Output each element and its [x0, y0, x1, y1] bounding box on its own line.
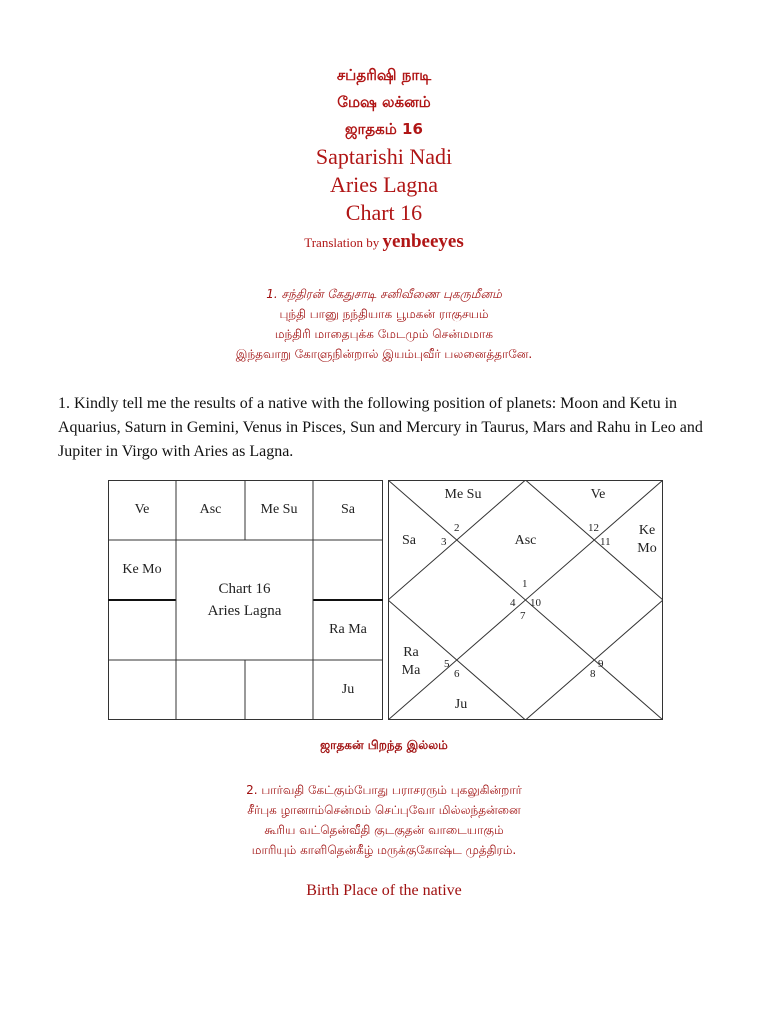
- title-2: Aries Lagna: [329, 172, 439, 197]
- verse-line: கூரிய வட்தென்வீதி குடகுதன் வாடையாகும்: [264, 823, 504, 837]
- verse-line: மந்திரி மாதைபுக்க மேடமும் சென்மமாக: [274, 327, 494, 341]
- cell-pisces: Ve: [134, 502, 150, 517]
- house-number: 3: [441, 536, 447, 548]
- house-number: 6: [454, 668, 460, 680]
- house-number: 12: [588, 522, 599, 534]
- cell-sagittarius: [108, 660, 176, 720]
- verse-line: புந்தி பானு நந்தியாக பூமகன் ராகுசயம்: [279, 307, 489, 321]
- cell-gemini: Sa: [341, 502, 355, 517]
- cell-aries: Asc: [199, 502, 222, 517]
- tamil-title-2: மேஷ லக்னம்: [337, 93, 431, 111]
- verse-1: [0, 284, 768, 364]
- tamil-title-1: சப்தரிஷி நாடி: [336, 66, 432, 84]
- north-bottom-left-planets: Ju: [454, 697, 468, 712]
- title-3: Chart 16: [345, 200, 423, 225]
- north-indian-chart: [388, 480, 663, 720]
- title-1: Saptarishi Nadi: [315, 144, 453, 169]
- north-left-bottom-planets: [396, 644, 426, 680]
- south-indian-chart: [108, 480, 383, 720]
- house-number: 11: [600, 536, 611, 548]
- house-number: 4: [510, 597, 516, 609]
- house-number: 7: [520, 610, 526, 622]
- cell-libra: [245, 660, 313, 720]
- translation-prefix: Translation by: [304, 235, 380, 250]
- cell-taurus: Me Su: [260, 502, 298, 517]
- cell-scorpio: [176, 660, 245, 720]
- planet-ma: Ma: [401, 663, 421, 678]
- cell-virgo: Ju: [341, 682, 355, 697]
- verse-2: [0, 780, 768, 860]
- north-top-left-planets: Me Su: [444, 487, 482, 502]
- north-center-asc: Asc: [514, 533, 537, 548]
- cell-leo: Ra Ma: [329, 622, 367, 637]
- translation-credit: [0, 231, 768, 253]
- question-paragraph: 1. Kindly tell me the results of a native with the following position of planets: Moon and Ketu in Aquarius, Saturn in Gemini, Venus in Pisces, Sun and Mercury in Taurus, Mars and Rahu in Leo and Jupiter in Virgo with Aries as Lagna.: [58, 395, 703, 460]
- header: [0, 62, 768, 253]
- chart-center-line-1: Chart 16: [218, 581, 271, 597]
- north-left-top-planets: Sa: [402, 533, 416, 548]
- cell-cancer: [313, 540, 383, 600]
- planet-ra: Ra: [403, 645, 419, 660]
- tamil-title-3: ஜாதகம் 16: [345, 120, 423, 138]
- verse-line: 2. பார்வதி கேட்கும்போது பராசரரும் புகலுகின்றார்: [246, 783, 522, 797]
- birth-place-english: Birth Place of the native: [306, 882, 462, 899]
- translator-name: yenbeeyes: [382, 231, 464, 252]
- verse-line: சீர்புக ழானாம்சென்மம் செப்புவோ மில்லந்தன்னை: [247, 803, 521, 817]
- verse-line: 1. சந்திரன் கேதுசாடி சனிவீணை புகருமீனம்: [266, 287, 502, 301]
- north-chart-grid: [388, 480, 663, 720]
- verse-line: மாரியும் காளிதென்கீழ் மருக்குகோஷ்ட முத்திரம்.: [251, 843, 517, 857]
- chart-center-line-2: Aries Lagna: [207, 603, 282, 619]
- house-number: 8: [590, 668, 596, 680]
- north-top-right-planets: Ve: [590, 487, 606, 502]
- verse-line: இந்தவாறு கோளுநின்றால் இயம்புவீர் பலனைத்தானே.: [235, 347, 533, 361]
- house-number: 2: [454, 522, 460, 534]
- cell-aquarius: Ke Mo: [122, 562, 162, 577]
- cell-capricorn: [108, 600, 176, 660]
- chart-center-label: [176, 540, 313, 660]
- north-right-top-planets: [632, 522, 662, 558]
- house-number: 5: [444, 658, 450, 670]
- house-number: 10: [530, 597, 541, 609]
- planet-mo: Mo: [637, 541, 657, 556]
- planet-ke: Ke: [638, 523, 656, 538]
- birth-place-tamil: ஜாதகன் பிறந்த இல்லம்: [320, 738, 448, 752]
- house-number: 9: [598, 658, 604, 670]
- house-number: 1: [522, 578, 528, 590]
